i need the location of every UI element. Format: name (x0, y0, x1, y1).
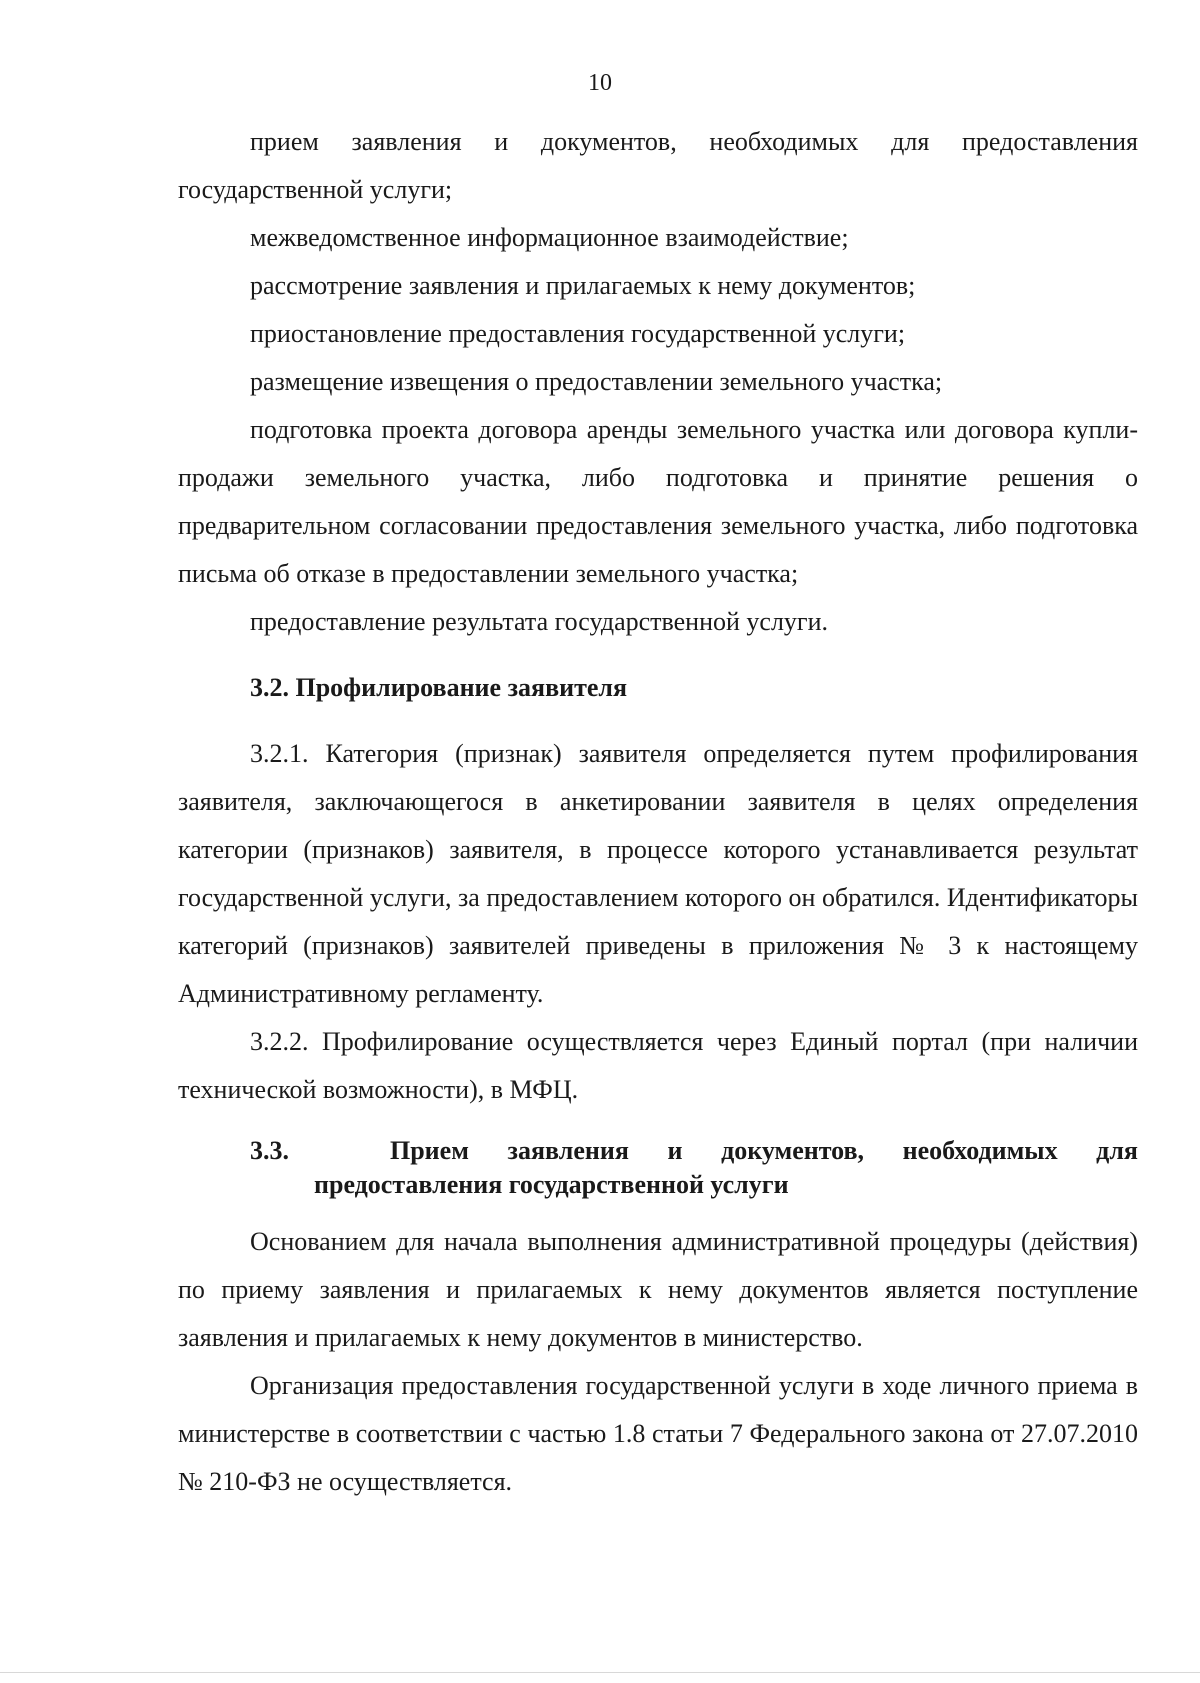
paragraph-review: рассмотрение заявления и прилагаемых к нему документов; (250, 271, 916, 300)
section-3-3-title-line1: Прием заявления и документов, необходимых для (390, 1136, 1138, 1165)
section-3-3-title (390, 1134, 1138, 1168)
page-content (178, 118, 1138, 1506)
paragraph-3-3-basis: Основанием для начала выполнения административной процедуры (действия) по приему заявления и прилагаемых к нему документов является поступление заявления и прилагаемых к нему документов в министерство. (178, 1227, 1138, 1352)
paragraph-contract-preparation: подготовка проекта договора аренды земельного участка или договора купли-продажи земельного участка, либо подготовка и принятие решения о предварительном согласовании предоставления земельного участка, либо подготовка письма об отказе в предоставлении земельного участка; (178, 415, 1138, 588)
section-3-3-title-line2: предоставления государственной услуги (314, 1170, 789, 1199)
page-number: 10 (588, 70, 612, 96)
section-3-3-number: 3.3. (250, 1136, 289, 1165)
paragraph-suspension: приостановление предоставления государственной услуги; (250, 319, 906, 348)
paragraph-3-2-2: 3.2.2. Профилирование осуществляется через Единый портал (при наличии технической возможности), в МФЦ. (178, 1027, 1138, 1104)
section-3-3-heading (178, 1134, 1138, 1168)
paragraph-notice: размещение извещения о предоставлении земельного участка; (250, 367, 943, 396)
paragraph-3-2-1: 3.2.1. Категория (признак) заявителя определяется путем профилирования заявителя, заключающегося в анкетировании заявителя в целях определения категории (признаков) заявителя, в процессе которого устанавливается результат государственной услуги, за предоставлением которого он обратился. Идентификаторы категорий (признаков) заявителей приведены в приложения № 3 к настоящему Административному регламенту. (178, 739, 1138, 1008)
section-3-2-heading: 3.2. Профилирование заявителя (250, 673, 628, 702)
scan-bottom-edge (0, 1672, 1200, 1673)
paragraph-reception: прием заявления и документов, необходимых для предоставления государственной услуги; (178, 127, 1138, 204)
paragraph-result: предоставление результата государственной услуги. (250, 607, 829, 636)
paragraph-interagency: межведомственное информационное взаимодействие; (250, 223, 849, 252)
paragraph-3-3-organization: Организация предоставления государственной услуги в ходе личного приема в министерстве в соответствии с частью 1.8 статьи 7 Федерального закона от 27.07.2010 № 210-ФЗ не осуществляется. (178, 1371, 1138, 1496)
